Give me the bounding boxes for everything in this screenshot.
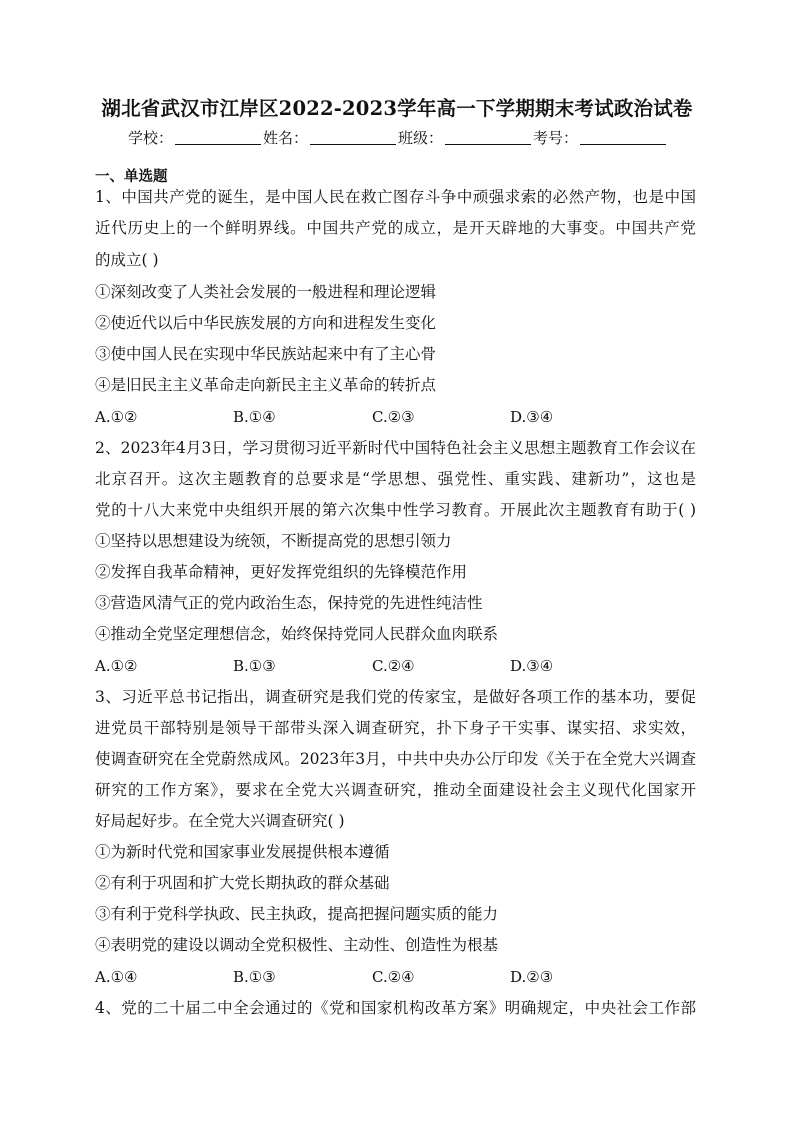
question-2-option-b[interactable]: B.①③ — [233, 657, 276, 675]
question-3-line-3: 使调查研究在全党蔚然成风。2023年3月，中共中央办公厅印发《关于在全党大兴调查 — [95, 750, 696, 768]
question-1-statement-3: ③使中国人民在实现中华民族站起来中有了主心骨 — [95, 345, 437, 363]
question-1-line-1: 1、中国共产党的诞生，是中国人民在救亡图存斗争中顽强求索的必然产物，也是中国 — [95, 188, 696, 206]
question-3-line-2: 进党员干部特别是领导干部带头深入调查研究，扑下身子干实事、谋实招、求实效， — [95, 719, 696, 737]
question-1-option-c[interactable]: C.②③ — [372, 408, 415, 426]
class-blank[interactable] — [445, 130, 531, 145]
exam-number-label: 考号： — [533, 129, 579, 147]
question-3-statement-4: ④表明党的建设以调动全党积极性、主动性、创造性为根基 — [95, 936, 499, 954]
question-1-statement-4: ④是旧民主主义革命走向新民主主义革命的转折点 — [95, 376, 437, 394]
question-2-statement-1: ①坚持以思想建设为统领，不断提高党的思想引领力 — [95, 532, 452, 550]
question-1-line-3: 的成立( ) — [95, 251, 159, 269]
question-2-statement-2: ②发挥自我革命精神，更好发挥党组织的先锋模范作用 — [95, 563, 468, 581]
question-2-option-c[interactable]: C.②④ — [372, 657, 415, 675]
question-3-line-5: 好局起好步。在全党大兴调查研究( ) — [95, 812, 345, 830]
exam-number-blank[interactable] — [580, 130, 666, 145]
question-3-line-1: 3、习近平总书记指出，调查研究是我们党的传家宝，是做好各项工作的基本功，要促 — [95, 688, 696, 706]
name-label: 姓名： — [262, 129, 308, 147]
question-2-line-2: 北京召开。这次主题教育的总要求是“学思想、强党性、重实践、建新功”，这也是 — [95, 470, 696, 488]
question-3-statement-3: ③有利于党科学执政、民主执政，提高把握问题实质的能力 — [95, 905, 499, 923]
question-3-statement-1: ①为新时代党和国家事业发展提供根本遵循 — [95, 843, 390, 861]
question-3-option-d[interactable]: D.②③ — [510, 968, 554, 986]
question-1-option-a[interactable]: A.①② — [95, 408, 138, 426]
question-2-option-d[interactable]: D.③④ — [510, 657, 554, 675]
school-label: 学校： — [127, 129, 173, 147]
question-1-option-b[interactable]: B.①④ — [233, 408, 276, 426]
question-3-statement-2: ②有利于巩固和扩大党长期执政的群众基础 — [95, 874, 390, 892]
school-blank[interactable] — [175, 130, 261, 145]
exam-title: 湖北省武汉市江岸区2022-2023学年高一下学期期末考试政治试卷 — [101, 97, 693, 120]
question-3-line-4: 研究的工作方案》，要求在全党大兴调查研究，推动全面建设社会主义现代化国家开 — [95, 781, 696, 799]
question-1-option-d[interactable]: D.③④ — [510, 408, 554, 426]
section-heading: 一、单选题 — [95, 168, 168, 185]
question-3-option-a[interactable]: A.①④ — [95, 968, 138, 986]
question-2-statement-3: ③营造风清气正的党内政治生态，保持党的先进性纯洁性 — [95, 594, 483, 612]
question-2-line-1: 2、2023年4月3日，学习贯彻习近平新时代中国特色社会主义思想主题教育工作会议在 — [95, 439, 696, 457]
question-1-statement-1: ①深刻改变了人类社会发展的一般进程和理论逻辑 — [95, 283, 437, 301]
question-2-option-a[interactable]: A.①② — [95, 657, 138, 675]
question-3-option-c[interactable]: C.②④ — [372, 968, 415, 986]
question-2-statement-4: ④推动全党坚定理想信念，始终保持党同人民群众血肉联系 — [95, 625, 499, 643]
class-label: 班级： — [398, 129, 444, 147]
question-1-statement-2: ②使近代以后中华民族发展的方向和进程发生变化 — [95, 314, 437, 332]
name-blank[interactable] — [310, 130, 396, 145]
student-info-row — [0, 127, 794, 148]
question-3-option-b[interactable]: B.①③ — [233, 968, 276, 986]
question-2-line-3: 党的十八大来党中央组织开展的第六次集中性学习教育。开展此次主题教育有助于( ) — [95, 501, 696, 519]
question-1-line-2: 近代历史上的一个鲜明界线。中国共产党的成立，是开天辟地的大事变。中国共产党 — [95, 219, 696, 237]
question-4-line-1: 4、党的二十届二中全会通过的《党和国家机构改革方案》明确规定，中央社会工作部 — [95, 999, 696, 1017]
